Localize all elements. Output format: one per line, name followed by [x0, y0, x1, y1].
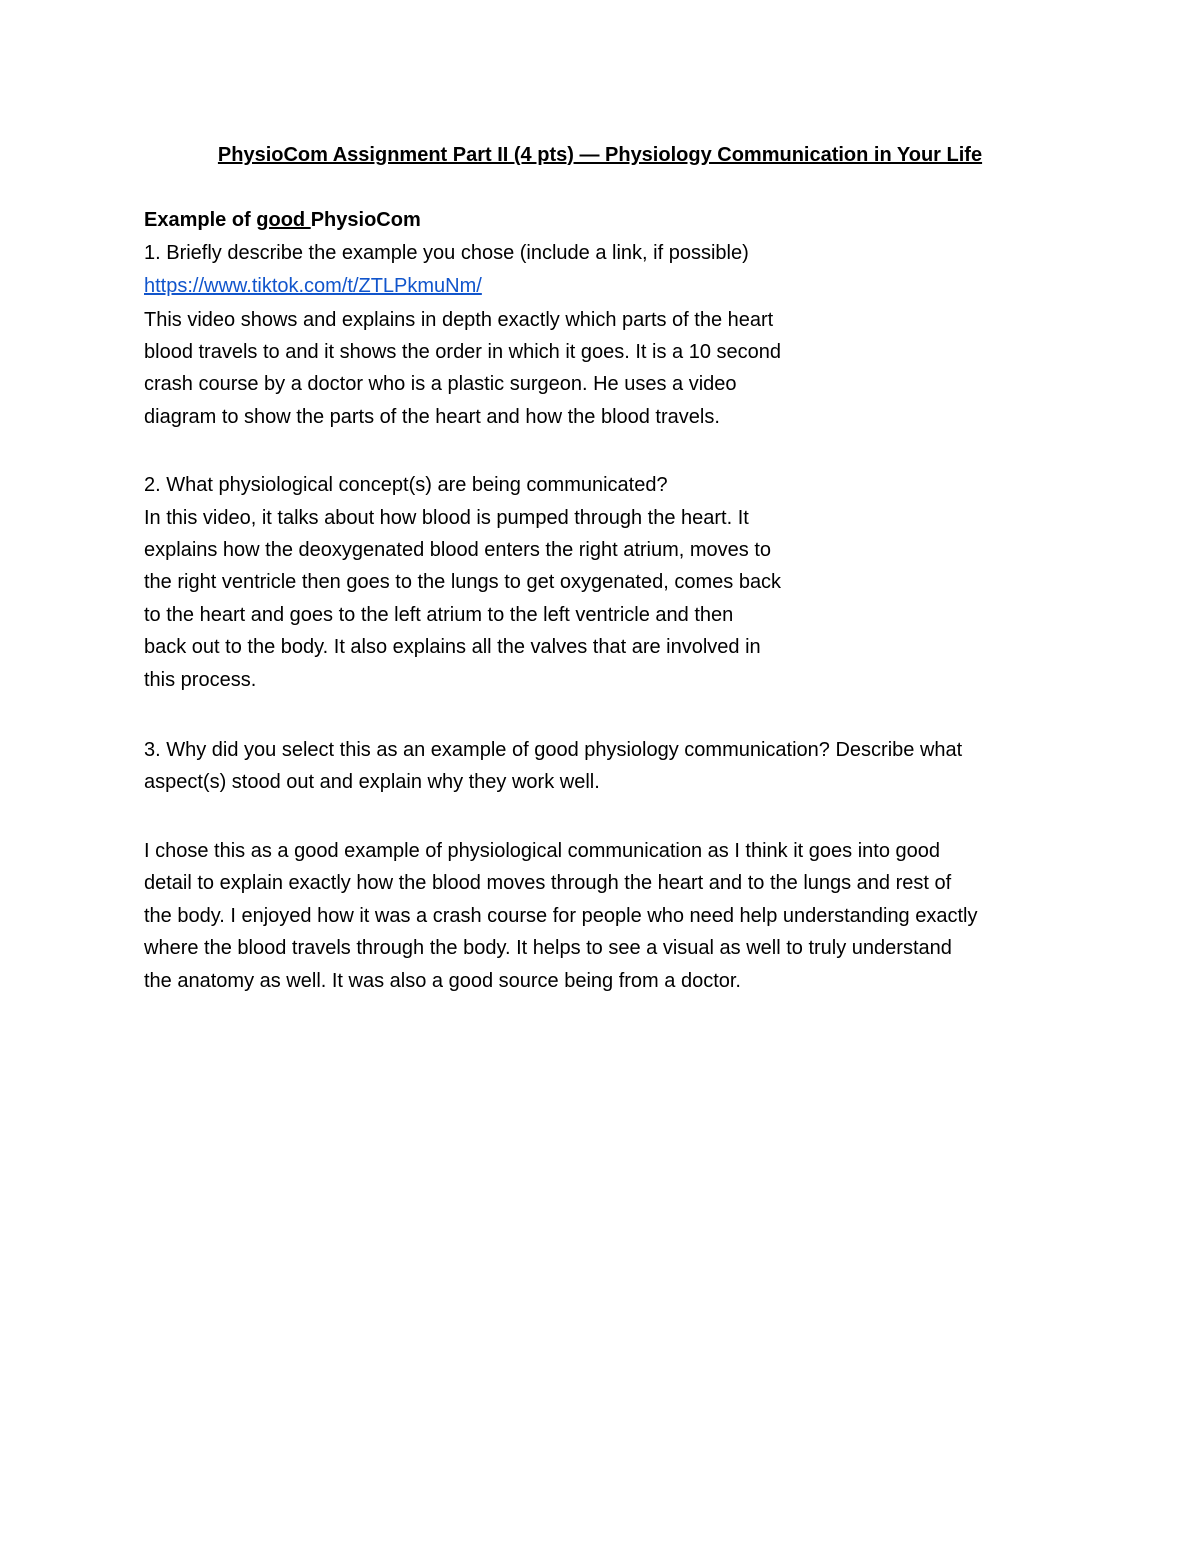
- answer-2-line: to the heart and goes to the left atrium to the left ventricle and then: [144, 604, 734, 626]
- answer-3-line: I chose this as a good example of physiological communication as I think it goes into good: [144, 840, 941, 862]
- answer-1-line: blood travels to and it shows the order in which it goes. It is a 10 second: [144, 341, 782, 363]
- question-2: 2. What physiological concept(s) are being communicated?: [144, 474, 668, 496]
- question-3-line: aspect(s) stood out and explain why they work well.: [144, 771, 600, 793]
- document-title: PhysioCom Assignment Part II (4 pts) — Physiology Communication in Your Life: [217, 144, 983, 166]
- answer-3-line: detail to explain exactly how the blood moves through the heart and to the lungs and rest of: [144, 872, 952, 894]
- section-heading-emphasis: good: [256, 209, 311, 231]
- answer-2-line: this process.: [144, 669, 257, 691]
- answer-1-line: crash course by a doctor who is a plastic surgeon. He uses a video: [144, 373, 737, 395]
- answer-3-line: where the blood travels through the body. It helps to see a visual as well to truly understand: [144, 937, 952, 959]
- answer-3-line: the anatomy as well. It was also a good source being from a doctor.: [144, 970, 741, 992]
- answer-1-line: This video shows and explains in depth exactly which parts of the heart: [144, 309, 774, 331]
- answer-2-line: back out to the body. It also explains all the valves that are involved in: [144, 636, 761, 658]
- tiktok-link[interactable]: https://www.tiktok.com/t/ZTLPkmuNm/: [144, 275, 482, 297]
- answer-3-line: the body. I enjoyed how it was a crash course for people who need help understanding exactly: [144, 905, 978, 927]
- section-heading-suffix: PhysioCom: [310, 209, 421, 231]
- answer-2-line: the right ventricle then goes to the lungs to get oxygenated, comes back: [144, 571, 782, 593]
- section-heading-prefix: Example of: [144, 209, 257, 231]
- question-1: 1. Briefly describe the example you chose (include a link, if possible): [144, 242, 749, 264]
- answer-2-line: In this video, it talks about how blood is pumped through the heart. It: [144, 507, 749, 529]
- answer-2-line: explains how the deoxygenated blood enters the right atrium, moves to: [144, 539, 772, 561]
- answer-1-line: diagram to show the parts of the heart and how the blood travels.: [144, 406, 720, 428]
- section-heading: [144, 206, 421, 234]
- question-3-line: 3. Why did you select this as an example of good physiology communication? Describe what: [144, 739, 963, 761]
